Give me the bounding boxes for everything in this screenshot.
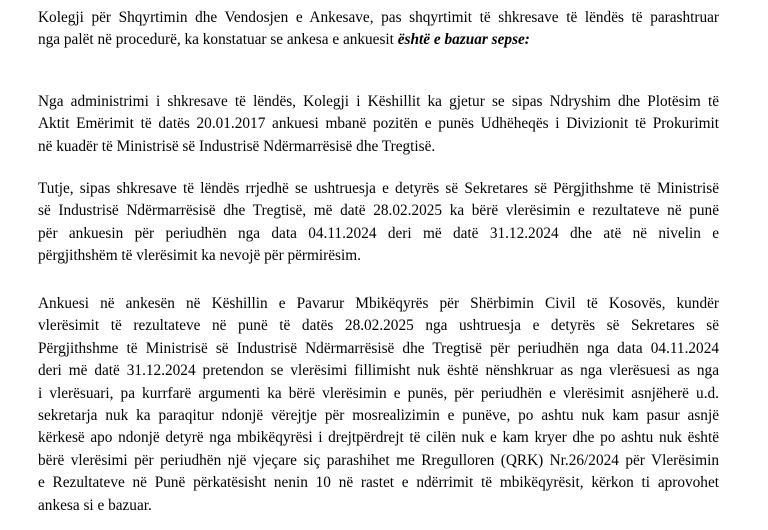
text-line: Nga administrimi i shkresave të lëndës, Kolegji i Këshillit ka gjetur se sipas Ndryshim dhe Plotësim të [38,93,719,110]
text-line: Kolegji për Shqyrtimin dhe Vendosjen e Ankesave, pas shqyrtimit të shkresave të lëndës të parashtruar [38,9,719,26]
text-line: së Industrisë Ndërmarrësisë dhe Tregtisë, më datë 28.02.2025 ka bërë vlerësimin e rezultateve në punë [38,202,719,220]
text-line: Ankuesi në ankesën në Këshillin e Pavarur Mbikëqyrës për Shërbimin Civil të Kosovës, kundër [38,295,719,312]
text-line: deri më datë 31.12.2024 pretendon se vlerësimi fillimisht nuk është nënshkruar as nga vlerësuesi as nga [38,362,719,380]
text-line: në kuadër të Ministrisë së Industrisë Ndërmarrësisë dhe Tregtisë. [38,137,436,155]
text-line: bërë vlerësimi për periudhën një vjeçare siç parashihet me Rregulloren (QRK) Nr.26/2024 për Vlerësimin [38,451,719,469]
paragraph-appointment [38,91,719,158]
text-line: e Rezultateve në Punë përkatësisht nenin 10 në rastet e ndërrimit të mbikëqyrësit, kërkon ti aprovohet [38,474,719,492]
text-span: nga palët në procedurë, ka konstatuar se ankesa e ankuesit [38,31,398,49]
text-line: për ankuesin për periudhën nga data 04.11.2024 deri më datë 31.12.2024 dhe atë në nivelin e [38,224,719,242]
text-line: Përgjithshme të Ministrisë së Industrisë Ndërmarrësisë dhe Tregtisë për periudhën nga data 04.11.2024 [38,339,719,357]
paragraph-evaluation [38,178,719,268]
text-line: Aktit Emërimit të datës 20.01.2017 ankuesi mbanë pozitën e punës Udhëheqës i Divizionit të Prokurimit [38,115,719,133]
text-line: sekretarja nuk ka paraqitur ndonjë vërejtje për mosrealizimin e punëve, po ashtu nuk kam pasur asnjë [38,406,719,424]
text-line: i vlerësuari, pa kurrfarë argumenti ka bërë vlerësimin e punës, për periudhën e vlerësimit asnjëherë u.d. [38,384,719,402]
text-line: përgjithshëm të vlerësimit ka nevojë për përmirësim. [38,247,361,265]
text-line: ankesa si e bazuar. [38,496,152,514]
text-line [38,29,719,51]
text-line: Tutje, sipas shkresave të lëndës rrjedhë se ushtruesja e detyrës së Sekretares së Përgjithshme të Ministrisë [38,180,719,197]
paragraph-findings-intro [38,7,719,52]
paragraph-complaint [38,293,719,517]
text-line: kërkesë apo ndonjë detyrë nga mbikëqyrësi i drejtpërdrejt të cilën nuk e kam kryer dhe po ashtu nuk është [38,429,719,447]
text-line: vlerësimit të rezultateve në punë të datës 28.02.2025 nga ushtruesja e detyrës së Sekretares së [38,317,719,335]
emphasized-text: është e bazuar sepse: [397,31,530,49]
